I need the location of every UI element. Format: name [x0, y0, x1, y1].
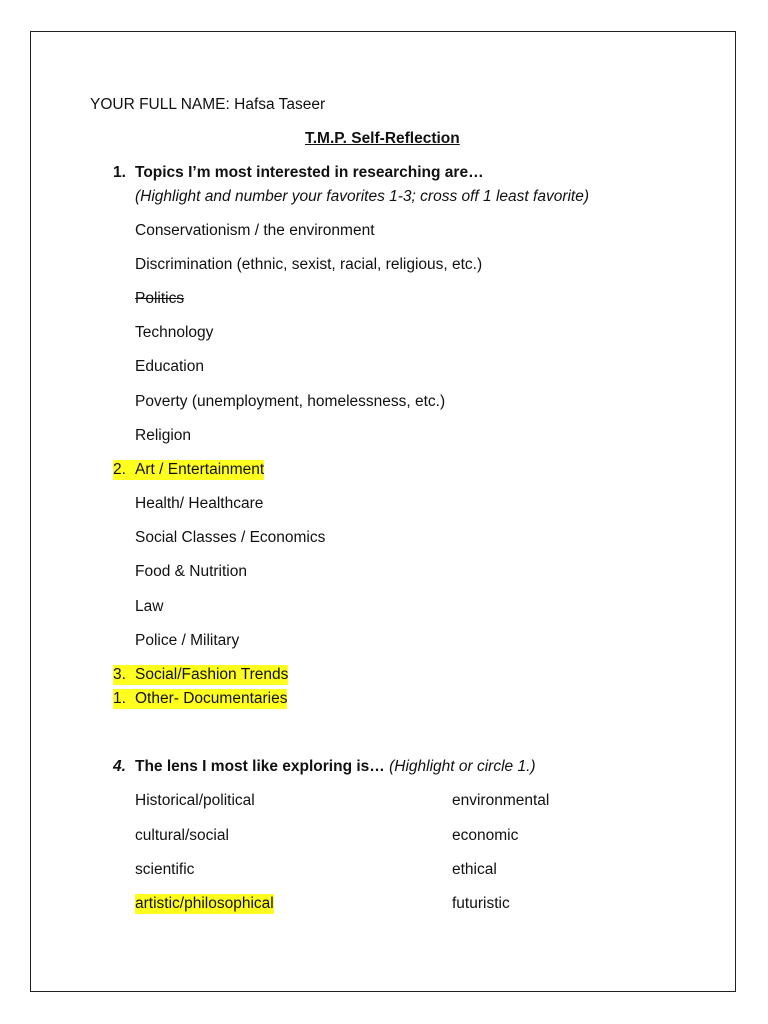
- name-line: [90, 95, 325, 115]
- question-4-number: 4.: [113, 758, 126, 775]
- topic-item: Law: [135, 598, 164, 615]
- question-1: [113, 163, 484, 183]
- topic-item: Health/ Healthcare: [135, 495, 264, 512]
- lens-option: scientific: [135, 861, 195, 878]
- topic-rank: 2.: [113, 461, 126, 478]
- topic-item: Education: [135, 358, 204, 375]
- question-4: [113, 757, 536, 777]
- topic-rank: 1.: [113, 690, 126, 707]
- lens-option: cultural/social: [135, 827, 229, 844]
- question-1-number: 1.: [113, 164, 126, 181]
- topic-item: Religion: [135, 427, 192, 444]
- lens-option: ethical: [452, 861, 497, 878]
- lens-option: futuristic: [452, 895, 510, 912]
- name-label: YOUR FULL NAME:: [90, 96, 230, 113]
- topic-item-highlighted: [113, 460, 264, 480]
- topic-text: Other- Documentaries: [135, 690, 288, 707]
- topic-item: Conservationism / the environment: [135, 222, 375, 239]
- topic-item: Technology: [135, 324, 214, 341]
- topic-text: Social/Fashion Trends: [135, 666, 289, 683]
- question-4-instruction: (Highlight or circle 1.): [389, 758, 536, 775]
- topic-item-highlighted: [113, 665, 288, 685]
- question-4-prompt: The lens I most like exploring is…: [135, 758, 385, 775]
- lens-option-highlighted: artistic/philosophical: [135, 895, 274, 912]
- question-1-instruction: (Highlight and number your favorites 1-3; cross off 1 least favorite): [135, 188, 590, 205]
- document-title: T.M.P. Self-Reflection: [305, 130, 460, 147]
- topic-item-highlighted: [113, 689, 287, 709]
- topic-item: Discrimination (ethnic, sexist, racial, religious, etc.): [135, 256, 483, 273]
- name-value: Hafsa Taseer: [234, 96, 326, 113]
- topic-item: Poverty (unemployment, homelessness, etc.): [135, 393, 446, 410]
- topic-item: Food & Nutrition: [135, 563, 247, 580]
- topic-item-crossed-off: Politics: [135, 290, 185, 307]
- lens-option: environmental: [452, 792, 550, 809]
- lens-option: economic: [452, 827, 519, 844]
- topic-rank: 3.: [113, 666, 126, 683]
- topic-item: Social Classes / Economics: [135, 529, 326, 546]
- topic-item: Police / Military: [135, 632, 240, 649]
- lens-option: Historical/political: [135, 792, 255, 809]
- topic-text: Art / Entertainment: [135, 461, 265, 478]
- question-1-prompt: Topics I’m most interested in researching are…: [135, 164, 484, 181]
